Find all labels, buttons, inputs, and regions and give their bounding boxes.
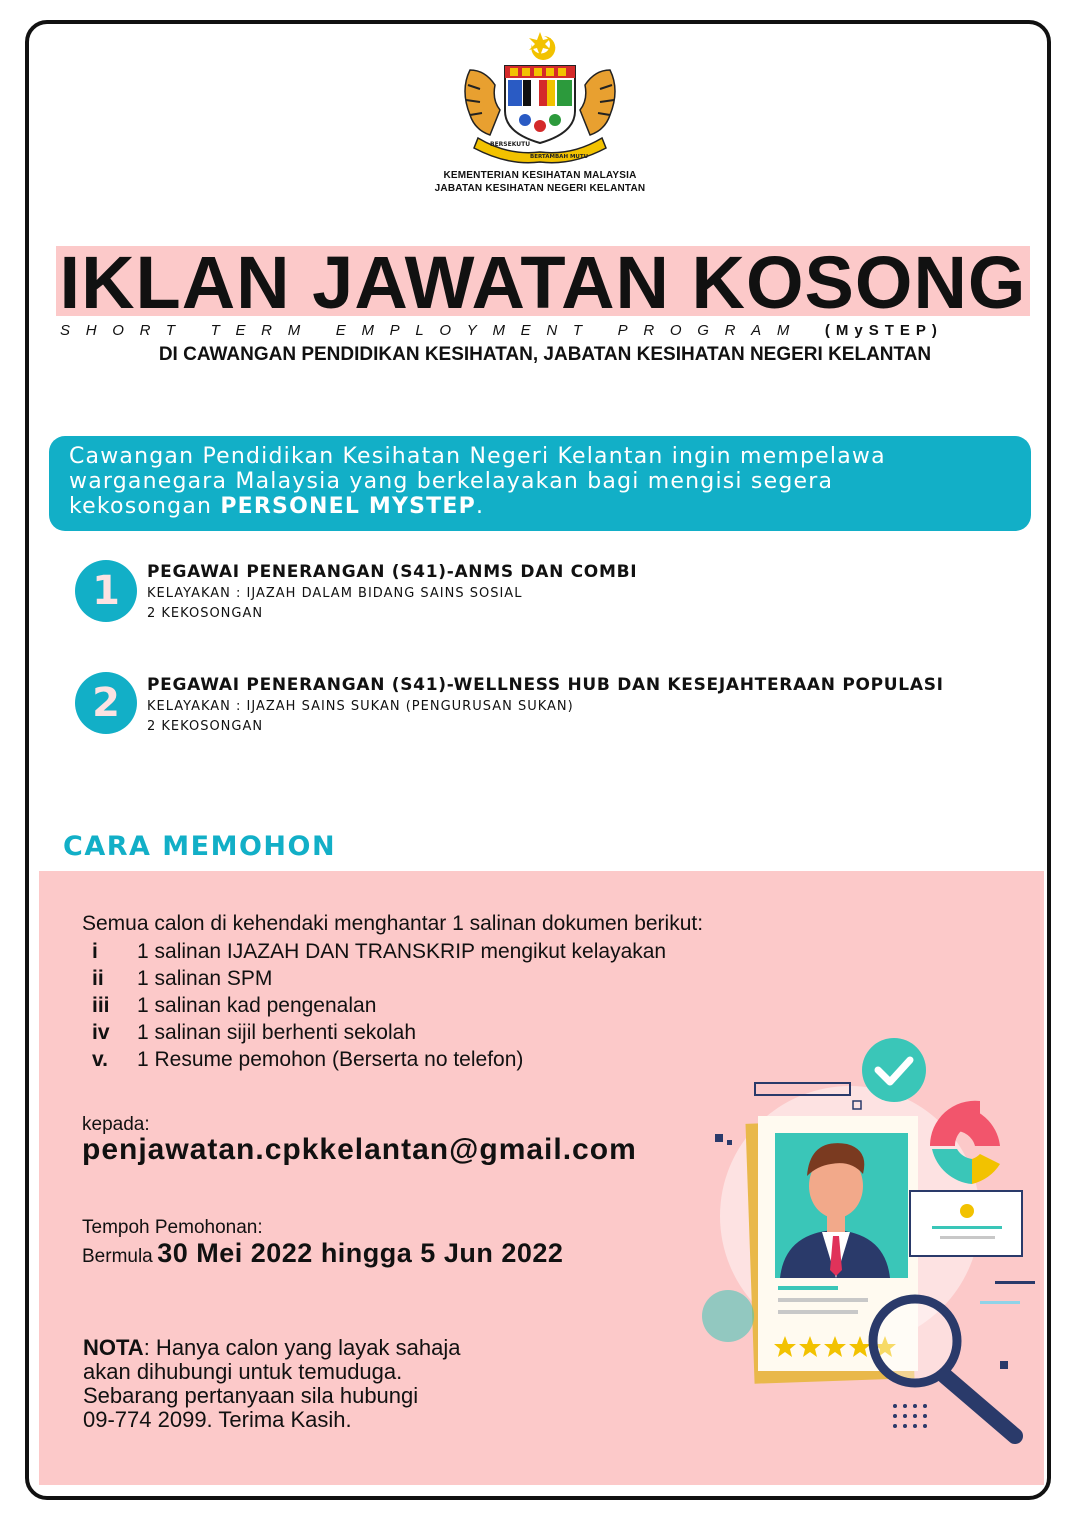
intro-box <box>49 436 1031 531</box>
section-heading-apply: CARA MEMOHON <box>63 831 337 862</box>
intro-line-3-suffix: . <box>475 494 485 519</box>
location-line: DI CAWANGAN PENDIDIKAN KESIHATAN, JABATAN KESIHATAN NEGERI KELANTAN <box>158 344 932 365</box>
crest-motto-left: BERSEKUTU <box>490 141 531 148</box>
note-line-4: 09-774 2099. Terima Kasih. <box>83 1407 352 1432</box>
job-vacancies: 2 KEKOSONGAN <box>147 719 264 734</box>
note-line-2: akan dihubungi untuk temuduga. <box>83 1359 403 1384</box>
intro-line-3 <box>69 494 1011 519</box>
list-item-number: iv <box>92 1021 110 1044</box>
resume-illustration <box>700 1036 1050 1456</box>
page-title: IKLAN JAWATAN KOSONG <box>59 241 1027 324</box>
period-dates: 30 Mei 2022 hingga 5 Jun 2022 <box>157 1238 564 1268</box>
job-number-badge: 2 <box>75 672 137 734</box>
send-to-label: kepada: <box>82 1114 150 1135</box>
application-period <box>82 1238 563 1269</box>
note <box>83 1336 623 1432</box>
program-acronym: (MySTEP) <box>824 322 943 339</box>
ministry-line-1: KEMENTERIAN KESIHATAN MALAYSIA <box>443 170 637 181</box>
list-item <box>92 938 666 965</box>
job-item-1 <box>75 560 1035 630</box>
ministry-name <box>340 169 740 195</box>
intro-highlight: PERSONEL MYSTEP <box>220 494 476 519</box>
program-name: SHORT TERM EMPLOYMENT PROGRAM <box>60 322 806 339</box>
note-line-3: Sebarang pertanyaan sila hubungi <box>83 1383 419 1408</box>
list-item-number: i <box>92 940 98 963</box>
job-item-2 <box>75 672 1035 742</box>
malaysia-coat-of-arms-logo <box>450 30 630 165</box>
list-item-text: 1 salinan sijil berhenti sekolah <box>137 1021 416 1044</box>
job-title: PEGAWAI PENERANGAN (S41)-ANMS DAN COMBI <box>147 562 638 582</box>
list-item <box>92 1046 666 1073</box>
list-item-text: 1 salinan IJAZAH DAN TRANSKRIP mengikut kelayakan <box>137 940 667 963</box>
crest-motto-right: BERTAMBAH MUTU <box>530 154 589 160</box>
list-item <box>92 1019 666 1046</box>
note-label: NOTA <box>83 1335 144 1360</box>
list-item <box>92 965 666 992</box>
list-item-number: v. <box>92 1048 108 1071</box>
requirements-list <box>92 938 666 1073</box>
list-item-text: 1 salinan SPM <box>137 967 273 990</box>
intro-line-2: warganegara Malaysia yang berkelayakan bagi mengisi segera <box>69 469 834 494</box>
period-prefix: Bermula <box>82 1246 153 1267</box>
list-item <box>92 992 666 1019</box>
application-period-label: Tempoh Pemohonan: <box>82 1217 263 1238</box>
job-vacancies: 2 KEKOSONGAN <box>147 606 264 621</box>
note-text-1: : Hanya calon yang layak sahaja <box>143 1335 461 1360</box>
program-subtitle <box>60 321 1030 341</box>
intro-line-1: Cawangan Pendidikan Kesihatan Negeri Kelantan ingin mempelawa <box>69 444 886 469</box>
requirements-intro: Semua calon di kehendaki menghantar 1 salinan dokumen berikut: <box>82 912 704 935</box>
job-qualification: KELAYAKAN : IJAZAH SAINS SUKAN (PENGURUSAN SUKAN) <box>147 699 574 714</box>
list-item-number: ii <box>92 967 104 990</box>
job-number-badge: 1 <box>75 560 137 622</box>
intro-line-3-prefix: kekosongan <box>69 494 221 519</box>
list-item-number: iii <box>92 994 110 1017</box>
application-email[interactable]: penjawatan.cpkkelantan@gmail.com <box>82 1133 637 1166</box>
list-item-text: 1 Resume pemohon (Berserta no telefon) <box>137 1048 524 1071</box>
list-item-text: 1 salinan kad pengenalan <box>137 994 377 1017</box>
note-line-1 <box>83 1336 623 1360</box>
job-qualification: KELAYAKAN : IJAZAH DALAM BIDANG SAINS SOSIAL <box>147 586 523 601</box>
job-title: PEGAWAI PENERANGAN (S41)-WELLNESS HUB DAN KESEJAHTERAAN POPULASI <box>147 675 944 695</box>
ministry-line-2: JABATAN KESIHATAN NEGERI KELANTAN <box>434 183 646 194</box>
